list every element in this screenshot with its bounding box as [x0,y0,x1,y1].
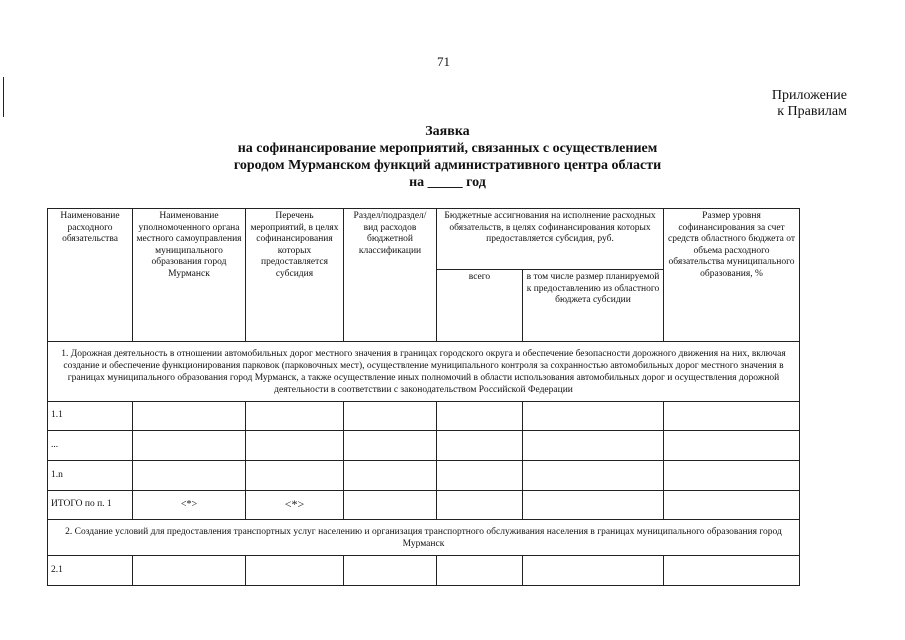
table-cell [437,461,523,491]
row-label: 1.n [48,461,133,491]
table-row [48,402,800,431]
table-cell [246,461,344,491]
table-cell [133,556,246,586]
appendix-line-2: к Правилам [777,104,847,119]
table-cell [523,461,664,491]
table-cell [246,556,344,586]
table-row [48,461,800,491]
table-cell [133,461,246,491]
table-cell [437,556,523,586]
table-cell [437,402,523,431]
table-cell [133,402,246,431]
table-cell [344,461,437,491]
header-activities: Перечень мероприятий, в целях софинансирования которых предоставляется субсидия [246,209,344,342]
margin-mark [3,77,4,117]
table-row [48,431,800,461]
application-table [47,208,800,586]
section-1-heading: 1. Дорожная деятельность в отношении автомобильных дорог местного значения в границах городского округа и обеспечение безопасности дорожного движения на них, включая создание и обеспечение функционирования парковок (парковочных мест), осуществление муниципального контроля за сохранностью автомобильных дорог местного значения в границах муниципального образования город Мурманск, а также осуществление иных полномочий в области использования автомобильных дорог и осуществления дорожной деятельности в соответствии с законодательством Российской Федерации [48,342,800,402]
table-cell [344,556,437,586]
table-cell [664,461,800,491]
table-cell [344,491,437,520]
row-label: 2.1 [48,556,133,586]
table-cell [133,431,246,461]
row-label: 1.1 [48,402,133,431]
header-expense-obligation: Наименование расходного обязательства [48,209,133,342]
table-cell [437,491,523,520]
table-cell [246,402,344,431]
appendix-note [772,88,847,120]
total-row [48,491,800,520]
header-authority: Наименование уполномоченного органа местного самоуправления муниципального образования город Мурманск [133,209,246,342]
header-cofinancing-level: Размер уровня софинансирования за счет средств областного бюджета от объема расходного обязательства муниципального образования, % [664,209,800,342]
header-total: всего [437,270,523,342]
row-label: ... [48,431,133,461]
appendix-line-1: Приложение [771,88,847,103]
header-budget-classification: Раздел/подраздел/ вид расходов бюджетной классификации [344,209,437,342]
table-row [48,556,800,586]
table-cell [523,556,664,586]
table-cell [523,402,664,431]
table-cell [664,431,800,461]
table-cell [523,431,664,461]
table-cell [437,431,523,461]
total-footnote-mark: <*> [246,491,344,520]
section-2-heading: 2. Создание условий для предоставления транспортных услуг населению и организация транспортного обслуживания населения в границах муниципального образования город Мурманск [48,520,800,556]
total-footnote-mark: <*> [133,491,246,520]
header-subsidy-amount: в том числе размер планируемой к предоставлению из областного бюджета субсидии [523,270,664,342]
table-cell [523,491,664,520]
total-label: ИТОГО по п. 1 [48,491,133,520]
header-budget-allocations: Бюджетные ассигнования на исполнение расходных обязательств, в целях софинансирования которых предоставляется субсидия, руб. [437,209,664,270]
title-line-4: на _____ год [409,175,486,190]
title-line-3: городом Мурманском функций административного центра области [233,158,662,173]
table-cell [664,556,800,586]
table-cell [246,431,344,461]
document-title [150,123,745,191]
table-cell [344,402,437,431]
title-line-2: на софинансирование мероприятий, связанных с осуществлением [237,141,658,156]
table-cell [344,431,437,461]
page-number: 71 [437,54,450,69]
table-cell [664,402,800,431]
title-line-1: Заявка [425,124,470,139]
table-cell [664,491,800,520]
